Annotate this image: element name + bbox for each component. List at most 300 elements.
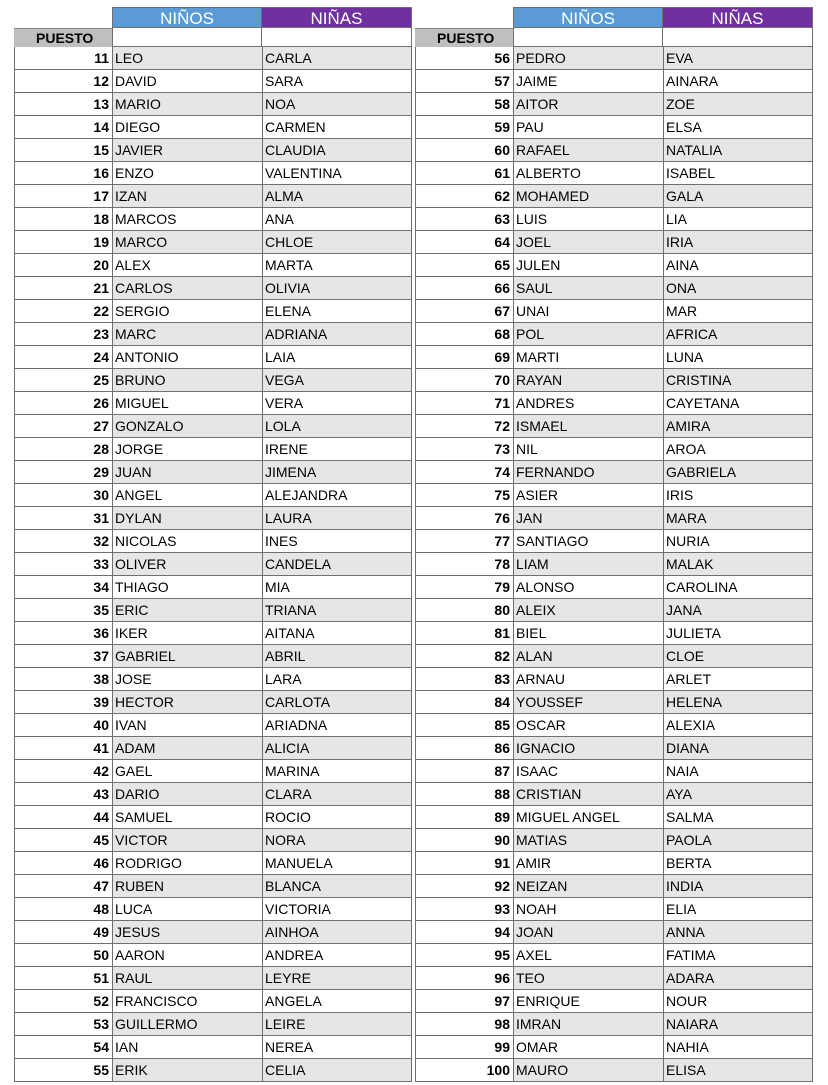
boy-name-cell: ISMAEL xyxy=(513,415,663,438)
girl-name-cell: CELIA xyxy=(262,1059,412,1082)
table-row xyxy=(415,553,813,576)
blank-cell xyxy=(513,28,663,47)
table-row xyxy=(14,461,412,484)
boy-name-cell: IGNACIO xyxy=(513,737,663,760)
rank-cell: 79 xyxy=(415,576,513,599)
rank-cell: 29 xyxy=(14,461,112,484)
blank-cell xyxy=(663,28,813,47)
table-row xyxy=(415,438,813,461)
rank-cell: 31 xyxy=(14,507,112,530)
rank-cell: 46 xyxy=(14,852,112,875)
boy-name-cell: POL xyxy=(513,323,663,346)
table-row xyxy=(14,93,412,116)
table-row xyxy=(415,507,813,530)
table-row xyxy=(14,1013,412,1036)
girl-name-cell: NORA xyxy=(262,829,412,852)
girl-name-cell: DIANA xyxy=(663,737,813,760)
table-row xyxy=(415,300,813,323)
rank-cell: 83 xyxy=(415,668,513,691)
rank-cell: 47 xyxy=(14,875,112,898)
table-row xyxy=(14,369,412,392)
boy-name-cell: JESUS xyxy=(112,921,262,944)
girl-name-cell: ADRIANA xyxy=(262,323,412,346)
boy-name-cell: JAIME xyxy=(513,70,663,93)
rank-cell: 80 xyxy=(415,599,513,622)
girl-name-cell: CARMEN xyxy=(262,116,412,139)
boy-name-cell: IVAN xyxy=(112,714,262,737)
table-row xyxy=(415,967,813,990)
rank-cell: 48 xyxy=(14,898,112,921)
girl-name-cell: SARA xyxy=(262,70,412,93)
rank-cell: 62 xyxy=(415,185,513,208)
rank-cell: 68 xyxy=(415,323,513,346)
boy-name-cell: ALONSO xyxy=(513,576,663,599)
boy-name-cell: NOAH xyxy=(513,898,663,921)
girl-name-cell: MARTA xyxy=(262,254,412,277)
rank-cell: 34 xyxy=(14,576,112,599)
boy-name-cell: JUAN xyxy=(112,461,262,484)
girl-name-cell: NOUR xyxy=(663,990,813,1013)
girl-name-cell: ELISA xyxy=(663,1059,813,1082)
boy-name-cell: JORGE xyxy=(112,438,262,461)
girl-name-cell: CAROLINA xyxy=(663,576,813,599)
boy-name-cell: ALAN xyxy=(513,645,663,668)
rank-cell: 56 xyxy=(415,47,513,70)
boy-name-cell: BIEL xyxy=(513,622,663,645)
boy-name-cell: OMAR xyxy=(513,1036,663,1059)
table-row xyxy=(14,323,412,346)
rank-cell: 39 xyxy=(14,691,112,714)
boy-name-cell: RAUL xyxy=(112,967,262,990)
rank-cell: 89 xyxy=(415,806,513,829)
rank-cell: 61 xyxy=(415,162,513,185)
rank-cell: 85 xyxy=(415,714,513,737)
girl-name-cell: NURIA xyxy=(663,530,813,553)
girl-name-cell: MAR xyxy=(663,300,813,323)
boy-name-cell: NICOLAS xyxy=(112,530,262,553)
girl-name-cell: ISABEL xyxy=(663,162,813,185)
table-row xyxy=(14,47,412,70)
boy-name-cell: GABRIEL xyxy=(112,645,262,668)
table-row xyxy=(14,645,412,668)
rank-cell: 38 xyxy=(14,668,112,691)
rank-cell: 50 xyxy=(14,944,112,967)
girl-name-cell: LOLA xyxy=(262,415,412,438)
table-row xyxy=(415,737,813,760)
table-row xyxy=(415,622,813,645)
rank-cell: 59 xyxy=(415,116,513,139)
boy-name-cell: SAUL xyxy=(513,277,663,300)
rank-cell: 28 xyxy=(14,438,112,461)
boy-name-cell: ARNAU xyxy=(513,668,663,691)
table-row xyxy=(14,806,412,829)
girl-name-cell: AINHOA xyxy=(262,921,412,944)
table-row xyxy=(14,162,412,185)
rank-cell: 52 xyxy=(14,990,112,1013)
rank-cell: 71 xyxy=(415,392,513,415)
rank-cell: 51 xyxy=(14,967,112,990)
girl-name-cell: NATALIA xyxy=(663,139,813,162)
girl-name-cell: VALENTINA xyxy=(262,162,412,185)
table-row xyxy=(415,852,813,875)
girl-name-cell: SALMA xyxy=(663,806,813,829)
rank-cell: 86 xyxy=(415,737,513,760)
table-row xyxy=(415,875,813,898)
boy-name-cell: ASIER xyxy=(513,484,663,507)
boy-name-cell: LIAM xyxy=(513,553,663,576)
girl-name-cell: ELIA xyxy=(663,898,813,921)
rank-cell: 57 xyxy=(415,70,513,93)
table-row xyxy=(14,346,412,369)
boy-name-cell: PEDRO xyxy=(513,47,663,70)
boy-name-cell: ANGEL xyxy=(112,484,262,507)
boy-name-cell: OLIVER xyxy=(112,553,262,576)
table-row xyxy=(14,898,412,921)
table-row xyxy=(14,760,412,783)
rank-cell: 65 xyxy=(415,254,513,277)
table-row xyxy=(415,599,813,622)
girl-name-cell: ANGELA xyxy=(262,990,412,1013)
rank-cell: 88 xyxy=(415,783,513,806)
girl-name-cell: NEREA xyxy=(262,1036,412,1059)
subheader-row xyxy=(14,28,412,47)
table-row xyxy=(415,70,813,93)
girl-name-cell: CARLOTA xyxy=(262,691,412,714)
boy-name-cell: JOAN xyxy=(513,921,663,944)
rank-cell: 35 xyxy=(14,599,112,622)
boy-name-cell: RAYAN xyxy=(513,369,663,392)
rank-cell: 44 xyxy=(14,806,112,829)
rank-cell: 58 xyxy=(415,93,513,116)
rank-cell: 87 xyxy=(415,760,513,783)
boy-name-cell: MIGUEL xyxy=(112,392,262,415)
girl-name-cell: LEIRE xyxy=(262,1013,412,1036)
girl-name-cell: LEYRE xyxy=(262,967,412,990)
boy-name-cell: MARIO xyxy=(112,93,262,116)
boy-name-cell: DIEGO xyxy=(112,116,262,139)
girl-name-cell: FATIMA xyxy=(663,944,813,967)
table-row xyxy=(415,898,813,921)
rank-cell: 45 xyxy=(14,829,112,852)
girl-name-cell: OLIVIA xyxy=(262,277,412,300)
girl-name-cell: CRISTINA xyxy=(663,369,813,392)
table-row xyxy=(14,254,412,277)
table-row xyxy=(14,990,412,1013)
rank-cell: 32 xyxy=(14,530,112,553)
boy-name-cell: AITOR xyxy=(513,93,663,116)
girl-name-cell: IRIA xyxy=(663,231,813,254)
rank-cell: 66 xyxy=(415,277,513,300)
table-row xyxy=(14,852,412,875)
girl-name-cell: VICTORIA xyxy=(262,898,412,921)
table-row xyxy=(415,484,813,507)
table-row xyxy=(14,139,412,162)
girl-name-cell: CAYETANA xyxy=(663,392,813,415)
boy-name-cell: CRISTIAN xyxy=(513,783,663,806)
rank-cell: 27 xyxy=(14,415,112,438)
boy-name-cell: ENRIQUE xyxy=(513,990,663,1013)
table-row xyxy=(415,806,813,829)
girl-name-cell: VERA xyxy=(262,392,412,415)
boy-name-cell: IAN xyxy=(112,1036,262,1059)
header-row xyxy=(14,7,412,28)
rank-cell: 99 xyxy=(415,1036,513,1059)
girl-name-cell: CLOE xyxy=(663,645,813,668)
girl-name-cell: TRIANA xyxy=(262,599,412,622)
girl-name-cell: LARA xyxy=(262,668,412,691)
girl-name-cell: AITANA xyxy=(262,622,412,645)
boy-name-cell: AARON xyxy=(112,944,262,967)
table-row xyxy=(415,185,813,208)
girl-name-cell: HELENA xyxy=(663,691,813,714)
table-row xyxy=(415,829,813,852)
rank-cell: 42 xyxy=(14,760,112,783)
rank-header: PUESTO xyxy=(14,28,112,47)
rank-cell: 60 xyxy=(415,139,513,162)
girl-name-cell: GALA xyxy=(663,185,813,208)
rank-cell: 25 xyxy=(14,369,112,392)
names-table-right xyxy=(415,7,813,1082)
girl-name-cell: CHLOE xyxy=(262,231,412,254)
boy-name-cell: MARTI xyxy=(513,346,663,369)
table-row xyxy=(415,415,813,438)
boys-header: NIÑOS xyxy=(112,7,262,28)
rank-cell: 100 xyxy=(415,1059,513,1082)
rank-cell: 55 xyxy=(14,1059,112,1082)
table-row xyxy=(14,875,412,898)
rank-cell: 33 xyxy=(14,553,112,576)
girl-name-cell: INDIA xyxy=(663,875,813,898)
boy-name-cell: GAEL xyxy=(112,760,262,783)
girl-name-cell: JIMENA xyxy=(262,461,412,484)
rank-cell: 43 xyxy=(14,783,112,806)
girl-name-cell: ROCIO xyxy=(262,806,412,829)
table-row xyxy=(415,530,813,553)
rank-cell: 40 xyxy=(14,714,112,737)
girl-name-cell: ARLET xyxy=(663,668,813,691)
girl-name-cell: CLARA xyxy=(262,783,412,806)
table-row xyxy=(14,70,412,93)
rank-cell: 75 xyxy=(415,484,513,507)
boy-name-cell: ALEX xyxy=(112,254,262,277)
boy-name-cell: ANTONIO xyxy=(112,346,262,369)
boy-name-cell: ERIC xyxy=(112,599,262,622)
blank-cell xyxy=(262,28,412,47)
rank-cell: 94 xyxy=(415,921,513,944)
table-row xyxy=(14,392,412,415)
table-row xyxy=(415,323,813,346)
table-row xyxy=(415,139,813,162)
rank-cell: 23 xyxy=(14,323,112,346)
rank-cell: 36 xyxy=(14,622,112,645)
girl-name-cell: NAIARA xyxy=(663,1013,813,1036)
boy-name-cell: LUIS xyxy=(513,208,663,231)
girl-name-cell: NAIA xyxy=(663,760,813,783)
girl-name-cell: ALMA xyxy=(262,185,412,208)
boy-name-cell: ADAM xyxy=(112,737,262,760)
header-spacer xyxy=(14,7,112,28)
girl-name-cell: CANDELA xyxy=(262,553,412,576)
table-row xyxy=(14,438,412,461)
boy-name-cell: FRANCISCO xyxy=(112,990,262,1013)
table-row xyxy=(415,714,813,737)
boy-name-cell: AXEL xyxy=(513,944,663,967)
boy-name-cell: JAVIER xyxy=(112,139,262,162)
rank-cell: 13 xyxy=(14,93,112,116)
boy-name-cell: JOSE xyxy=(112,668,262,691)
boy-name-cell: DAVID xyxy=(112,70,262,93)
rank-cell: 72 xyxy=(415,415,513,438)
table-row xyxy=(14,921,412,944)
rank-cell: 15 xyxy=(14,139,112,162)
table-row xyxy=(14,185,412,208)
table-row xyxy=(14,668,412,691)
table-row xyxy=(415,760,813,783)
boy-name-cell: ENZO xyxy=(112,162,262,185)
blank-cell xyxy=(112,28,262,47)
table-row xyxy=(14,208,412,231)
girl-name-cell: ADARA xyxy=(663,967,813,990)
girl-name-cell: NOA xyxy=(262,93,412,116)
rank-cell: 64 xyxy=(415,231,513,254)
boy-name-cell: YOUSSEF xyxy=(513,691,663,714)
table-row xyxy=(14,553,412,576)
rank-cell: 67 xyxy=(415,300,513,323)
boy-name-cell: MIGUEL ANGEL xyxy=(513,806,663,829)
girl-name-cell: ALEJANDRA xyxy=(262,484,412,507)
table-row xyxy=(415,461,813,484)
rank-cell: 70 xyxy=(415,369,513,392)
names-table-left xyxy=(14,7,412,1082)
rank-cell: 19 xyxy=(14,231,112,254)
girl-name-cell: ELSA xyxy=(663,116,813,139)
rank-cell: 84 xyxy=(415,691,513,714)
rank-cell: 73 xyxy=(415,438,513,461)
table-row xyxy=(14,1059,412,1082)
girl-name-cell: AYA xyxy=(663,783,813,806)
girl-name-cell: ANNA xyxy=(663,921,813,944)
boy-name-cell: LUCA xyxy=(112,898,262,921)
boys-header: NIÑOS xyxy=(513,7,663,28)
rank-cell: 90 xyxy=(415,829,513,852)
boy-name-cell: SANTIAGO xyxy=(513,530,663,553)
rank-cell: 98 xyxy=(415,1013,513,1036)
girl-name-cell: MARINA xyxy=(262,760,412,783)
boy-name-cell: JOEL xyxy=(513,231,663,254)
table-row xyxy=(415,369,813,392)
table-row xyxy=(415,1059,813,1082)
girl-name-cell: IRENE xyxy=(262,438,412,461)
girl-name-cell: AINARA xyxy=(663,70,813,93)
table-row xyxy=(14,277,412,300)
boy-name-cell: ISAAC xyxy=(513,760,663,783)
girls-header: NIÑAS xyxy=(663,7,813,28)
table-row xyxy=(14,116,412,139)
boy-name-cell: TEO xyxy=(513,967,663,990)
table-row xyxy=(14,484,412,507)
girl-name-cell: AFRICA xyxy=(663,323,813,346)
girl-name-cell: MIA xyxy=(262,576,412,599)
girl-name-cell: LUNA xyxy=(663,346,813,369)
rank-cell: 22 xyxy=(14,300,112,323)
girl-name-cell: BLANCA xyxy=(262,875,412,898)
boy-name-cell: NEIZAN xyxy=(513,875,663,898)
girl-name-cell: CLAUDIA xyxy=(262,139,412,162)
table-row xyxy=(14,783,412,806)
rank-cell: 76 xyxy=(415,507,513,530)
girl-name-cell: AROA xyxy=(663,438,813,461)
boy-name-cell: BRUNO xyxy=(112,369,262,392)
rank-cell: 74 xyxy=(415,461,513,484)
rank-cell: 11 xyxy=(14,47,112,70)
girl-name-cell: ZOE xyxy=(663,93,813,116)
table-row xyxy=(415,116,813,139)
boy-name-cell: GUILLERMO xyxy=(112,1013,262,1036)
rank-cell: 20 xyxy=(14,254,112,277)
table-row xyxy=(14,691,412,714)
boy-name-cell: UNAI xyxy=(513,300,663,323)
rank-cell: 53 xyxy=(14,1013,112,1036)
rank-cell: 30 xyxy=(14,484,112,507)
header-row xyxy=(415,7,813,28)
header-spacer xyxy=(415,7,513,28)
girl-name-cell: AMIRA xyxy=(663,415,813,438)
girl-name-cell: LAIA xyxy=(262,346,412,369)
rank-cell: 92 xyxy=(415,875,513,898)
rank-cell: 21 xyxy=(14,277,112,300)
table-row xyxy=(415,1036,813,1059)
boy-name-cell: MATIAS xyxy=(513,829,663,852)
girl-name-cell: VEGA xyxy=(262,369,412,392)
rank-cell: 54 xyxy=(14,1036,112,1059)
girl-name-cell: CARLA xyxy=(262,47,412,70)
table-row xyxy=(14,737,412,760)
girl-name-cell: EVA xyxy=(663,47,813,70)
girl-name-cell: ELENA xyxy=(262,300,412,323)
table-row xyxy=(415,208,813,231)
table-row xyxy=(14,507,412,530)
rank-cell: 37 xyxy=(14,645,112,668)
table-row xyxy=(415,254,813,277)
table-row xyxy=(14,231,412,254)
boy-name-cell: DARIO xyxy=(112,783,262,806)
rank-cell: 95 xyxy=(415,944,513,967)
boy-name-cell: RUBEN xyxy=(112,875,262,898)
girl-name-cell: ARIADNA xyxy=(262,714,412,737)
girl-name-cell: JANA xyxy=(663,599,813,622)
rank-cell: 78 xyxy=(415,553,513,576)
rank-cell: 14 xyxy=(14,116,112,139)
girl-name-cell: PAOLA xyxy=(663,829,813,852)
boy-name-cell: MARCO xyxy=(112,231,262,254)
boy-name-cell: ALEIX xyxy=(513,599,663,622)
table-row xyxy=(415,47,813,70)
rank-header: PUESTO xyxy=(415,28,513,47)
boy-name-cell: VICTOR xyxy=(112,829,262,852)
girl-name-cell: INES xyxy=(262,530,412,553)
boy-name-cell: OSCAR xyxy=(513,714,663,737)
boy-name-cell: IZAN xyxy=(112,185,262,208)
table-row xyxy=(415,162,813,185)
boy-name-cell: LEO xyxy=(112,47,262,70)
girl-name-cell: MALAK xyxy=(663,553,813,576)
rank-cell: 41 xyxy=(14,737,112,760)
table-row xyxy=(415,645,813,668)
subheader-row xyxy=(415,28,813,47)
girl-name-cell: MARA xyxy=(663,507,813,530)
rank-cell: 69 xyxy=(415,346,513,369)
boy-name-cell: ANDRES xyxy=(513,392,663,415)
